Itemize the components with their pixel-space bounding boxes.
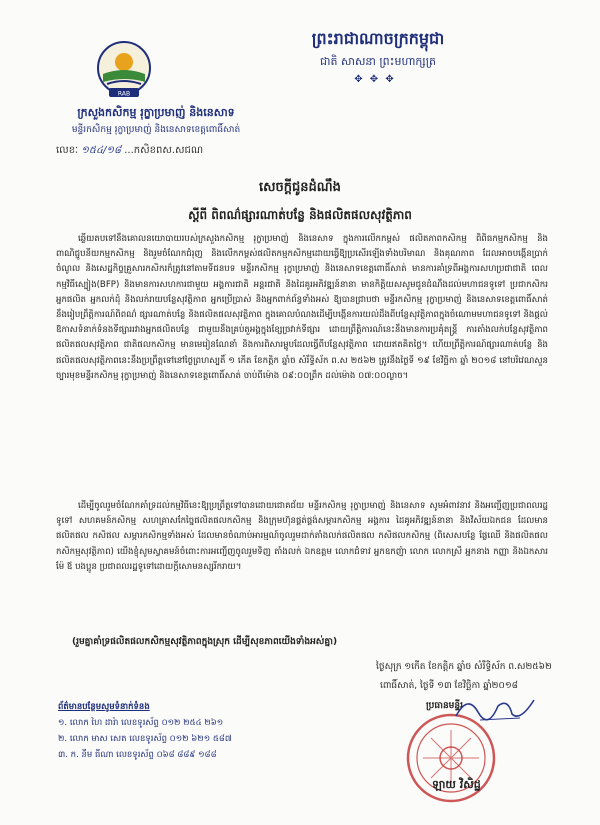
ministry-logo — [95, 40, 153, 100]
lunar-date: ថ្ងៃសុក្រ ១កើត ខែកត្តិក ឆ្នាំច សំរឹទ្ធិស័ក ព.ស២៥៦២ — [376, 662, 552, 672]
contact-heading: ព័ត៌មានបន្ថែមសូមទំនាក់ទំនង — [58, 702, 150, 712]
national-motto: ជាតិ សាសនា ព្រះមហាក្សត្រ — [320, 55, 436, 68]
reference-handwritten: ១៥៤/១៨ — [81, 145, 122, 156]
motto-ornament: ✥ ✥ ✥ — [354, 74, 396, 85]
reference-suffix: ...កសិខពស.សជណ — [124, 145, 204, 156]
body-paragraph-1: ឆ្លើយតបទៅនឹងគោលនយោបាយរបស់ក្រសួងកសិកម្ម រុក្ខាប្រមាញ់ និងនេសាទ ក្នុងការលើកកម្ពស់ ផលិតភាពកសិកម្ម ពិពិធកម្មកសិកម្ម និងពាណិជ្ជូបនីយកម្មកសិកម្ម និងរួមចំណែកជំរុញ និងលើកកម្ពស់ផលិតកម្មកសិកម្មដោយធ្វើឱ្យប្រសើរឡើងទាំងបរិមាណ និងគុណភាព ដែលអាចបង្កើនប្រាក់ចំណូល និងសេដ្ឋកិច្ចគ្រួសារកសិករក៏ត្រូវនៅតាមទីជនបទ មន្ទីរកសិកម្ម រុក្ខាប្រមាញ់ និងនេសាទខេត្តពោធិ៍សាត់ មានការគាំទ្រពីអង្គការសហប្រជាជាតិ ពេលកម្មវិធីស្បៀង(BFP) និងមានការសហការជាមួយ អង្គការជាតិ អន្តរជាតិ និងដៃគូរអភិវឌ្ឍន៍នានា មានកិត្តិយសសូមជូនដំណឹងដល់មហាជនទូទៅ ប្រជាកសិករ អ្នកផលិត អ្នកលក់ដុំ និងលក់រាយបន្លែសុវត្ថិភាព អ្នកប្រើប្រាស់ និងអ្នកពាក់ព័ន្ធទាំងអស់ ឱ្យបានជ្រាបថា មន្ទីរកសិកម្ម រុក្ខាប្រមាញ់ និងនេសាទខេត្តពោធិ៍សាត់នឹងរៀបព្រឹត្តិការណ៍ពិពណ៌ ផ្សារណាត់បន្លែ និងផលិតផលសុវត្ថិភាព ក្នុងគោលបំណងដើម្បីបង្កើនការយល់ដឹងពីបន្លែសុវត្ថិភាពក្នុងចំណោមមហាជនទូទៅ និងផ្តល់ឱកាសទំនាក់ទំនងទីផ្សាររវាងអ្នកផលិតបន្លែ ជាមួយនឹងគ្រប់តួអង្គក្នុងខ្សែច្រវាក់ទីផ្សារ ដោយព្រឹត្តិការណ៍នេះនឹងមានការប្រគុំតន្ត្រី ការតាំងលក់បន្លែសុវត្ថិភាព ផលិតផលសុវត្ថិភាព ជាតិផលកសិកម្ម មានមេរៀនណែនាំ និងការពិសារម្ហូបដែលធ្វើពីបន្លែសុវត្ថិភាព ដោយឥតគិតថ្លៃ។ ហើយព្រឹត្តិការណ៍ផ្សារណាត់បន្លែ និងផលិតផលសុវត្ថិភាពនេះនឹងប្រព្រឹត្តទៅនៅថ្ងៃព្រហស្បតិ៍ ១ កើត ខែកត្តិក ឆ្នាំច សំរឹទ្ធិស័ក ព.ស ២៥៦២ ត្រូវនឹងថ្ងៃទី ១៩ ខែវិច្ឆិកា ឆ្នាំ ២០១៨ នៅបរិវេណសួនច្បារមុខមន្ទីរកសិកម្ម រុក្ខាប្រមាញ់ និងនេសាទខេត្តពោធិ៍សាត់ ចាប់ពីម៉ោង ០៩:០០ព្រឹក ដល់ម៉ោង ០៧:០០ល្ងាច។ — [56, 234, 548, 381]
slogan-note: (រួមគ្នាគាំទ្រផលិតផលកសិកម្មសុវត្ថិភាពក្នុងស្រុក ដើម្បីសុខភាពយើងទាំងអស់គ្នា) — [72, 637, 338, 647]
reference-prefix: លេខៈ — [56, 145, 79, 156]
department-name: មន្ទីរកសិកម្ម រុក្ខាប្រមាញ់ និងនេសាទខេត្តពោធិ៍សាត់ — [71, 125, 241, 135]
solar-date: ពោធិ៍សាត់, ថ្ងៃទី ១៣ ខែវិច្ឆិកា ឆ្នាំ២០១៨ — [380, 681, 519, 691]
document-title: សេចក្តីជូនដំណឹង — [259, 180, 341, 195]
signer-name: ឡាយ វិសិដ្ឋ — [432, 778, 481, 791]
svg-text:RAB: RAB — [117, 90, 131, 98]
contact-line: ២. លោក មាស សេត លេខទូរស័ព្ទ ០១២ ៦២១ ៥៨៧ — [58, 734, 232, 744]
reference-number — [56, 143, 203, 158]
signature — [450, 688, 540, 728]
contact-line: ៣. ក. នីម ធីណា លេខទូរស័ព្ទ ០៦៨ ៨៨៩ ១៨៨ — [58, 750, 217, 760]
contact-line: ១. លោក ហៃ ដារ៉ា លេខទូរស័ព្ទ ០១២ ២៥៤ ២៦១ — [58, 718, 224, 728]
kingdom-heading: ព្រះរាជាណាចក្រកម្ពុជា — [311, 29, 445, 48]
document-subject: ស្តីពី ពិពណ៌ផ្សារណាត់បន្លែ និងផលិតផលសុវត្ថិភាព — [188, 208, 412, 222]
signer-role: ប្រធានមន្ទីរ — [426, 701, 463, 711]
body-paragraph-2: ដើម្បីចូលរួមចំណែកគាំទ្រដល់កម្មវិធីនេះឱ្យប្រព្រឹត្តទៅបានដោយជោគជ័យ មន្ទីរកសិកម្ម រុក្ខាប្រមាញ់ និងនេសាទ សូមអំពាវនាវ និងអញ្ជើញប្រជាពលរដ្ឋទូទៅ សហគមន៍កសិកម្ម សហគ្រាសកែច្នៃផលិតផលកសិកម្ម និងក្រុមហ៊ុនផ្គត់ផ្គង់សម្ភារកសិកម្ម អង្គការ ដៃគូអភិវឌ្ឍន៍នានា និងវិស័យឯកជន ដែលមានផលិតផល កសិផល សម្ភារកសិកម្មទាំងអស់ ដែលមានចំណាប់អារម្មណ៍ចូលរួមដាក់តាំងលក់ផលិតផល កសិផលកសិកម្ម (ពិសេសបន្លែ ផ្លែឈើ និងផលិតផលកសិកម្មសុវត្ថិភាព) យើងខ្ញុំសូមស្វាគមន៍ចំពោះការអញ្ជើញចូលរួមទិញ តាំងលក់ ឯកឧត្តម លោកជំទាវ អ្នកឧកញ៉ា លោក លោកស្រី អ្នកនាង កញ្ញា និងឯកសារ ម៉ែ ឪ បងប្អូន ប្រជាពលរដ្ឋទូទៅដោយក្តីសោមនស្សរីករាយ។ — [56, 501, 548, 572]
ministry-name: ក្រសួងកសិកម្ម រុក្ខាប្រមាញ់ និងនេសាទ — [77, 106, 235, 119]
